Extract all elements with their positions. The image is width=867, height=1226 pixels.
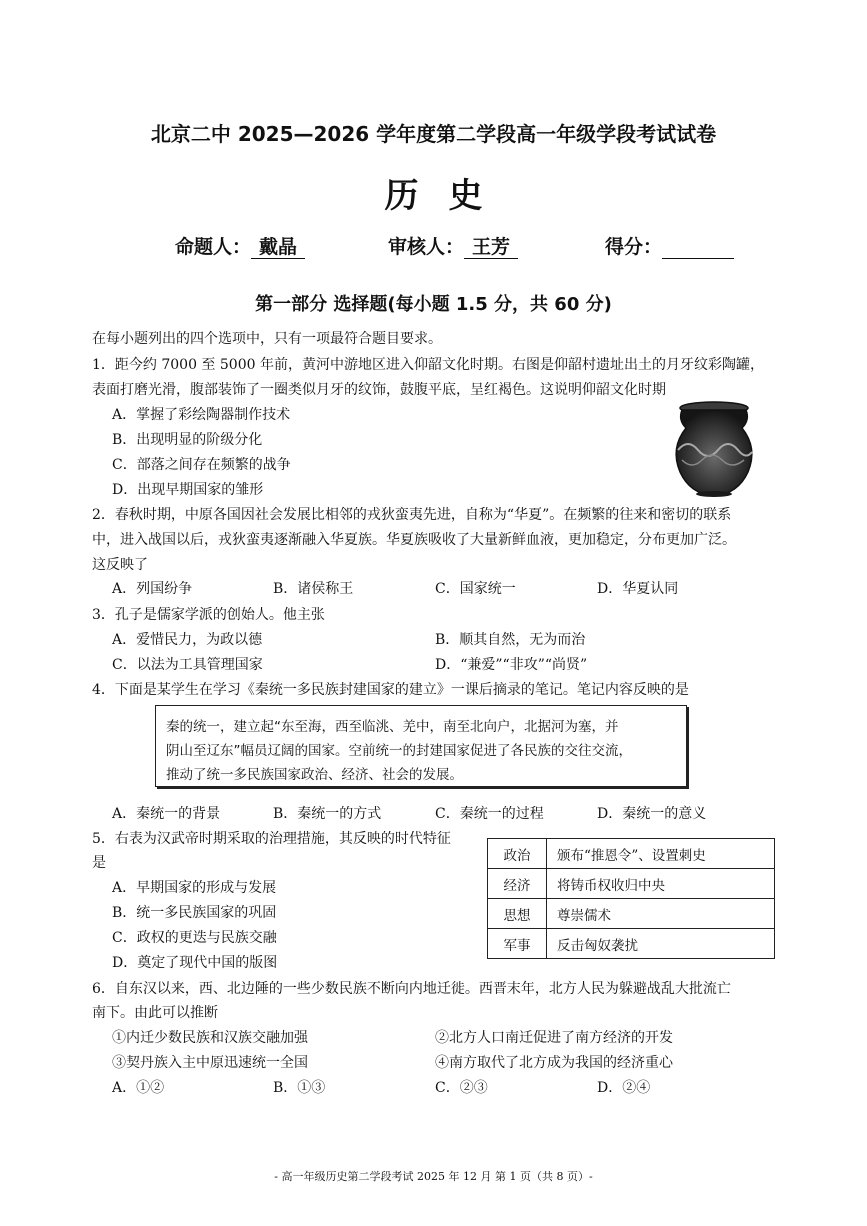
table-cell-category: 思想	[488, 899, 547, 929]
q6-statement-2: ②北方人口南迁促进了南方经济的开发	[435, 1030, 673, 1046]
q1-stem-line1: 1．距今约 7000 至 5000 年前，黄河中游地区进入仰韶文化时期。右图是仰韶村遗址出土的月牙纹彩陶罐，	[92, 357, 764, 373]
q6-option-a: A．①②	[112, 1080, 165, 1096]
table-cell-measure: 尊崇儒术	[547, 899, 775, 929]
reviewer	[388, 232, 518, 259]
q5-policy-table	[487, 838, 775, 959]
section-title: 第一部分 选择题(每小题 1.5 分，共 60 分)	[255, 294, 612, 315]
setter-name: 戴晶	[251, 236, 305, 259]
q5-option-b: B．统一多民族国家的巩固	[112, 905, 277, 921]
reviewer-name: 王芳	[464, 236, 518, 259]
reviewer-label: 审核人：	[388, 236, 465, 258]
q4-stem: 4．下面是某学生在学习《秦统一多民族封建国家的建立》一课后摘录的笔记。笔记内容反映的是	[92, 682, 689, 698]
q2-option-d: D．华夏认同	[597, 581, 679, 597]
page-footer: - 高一年级历史第二学段考试 2025 年 12 月 第 1 页（共 8 页）-	[274, 1170, 593, 1183]
q5-stem-line2: 是	[92, 855, 106, 871]
q6-stem-line1: 6．自东汉以来，西、北边陲的一些少数民族不断向内地迁徙。西晋末年，北方人民为躲避战乱大批流亡	[92, 981, 731, 997]
q4-note-line2: 阴山至辽东”幅员辽阔的国家。空前统一的封建国家促进了各民族的交往交流，	[166, 743, 632, 759]
q6-statement-1: ①内迁少数民族和汉族交融加强	[112, 1030, 308, 1046]
q3-option-d: D．“兼爱”“非攻”“尚贤”	[435, 657, 588, 673]
setter-label: 命题人：	[175, 236, 252, 258]
q2-stem-line2: 中，进入战国以后，戎狄蛮夷逐渐融入华夏族。华夏族吸收了大量新鲜血液，更加稳定，分布更加广泛。	[92, 532, 736, 548]
section-instruction: 在每小题列出的四个选项中，只有一项最符合题目要求。	[92, 331, 442, 347]
q6-statement-3: ③契丹族入主中原迅速统一全国	[112, 1055, 308, 1071]
q1-option-d: D．出现早期国家的雏形	[112, 482, 264, 498]
q2-option-c: C．国家统一	[435, 581, 516, 597]
score-blank	[662, 238, 734, 259]
q3-option-a: A．爱惜民力，为政以德	[112, 632, 263, 648]
q4-option-a: A．秦统一的背景	[112, 806, 221, 822]
subject-title: 历史	[384, 176, 513, 216]
q3-option-b: B．顺其自然，无为而治	[435, 632, 586, 648]
q1-stem-line2: 表面打磨光滑，腹部装饰了一圈类似月牙的纹饰，鼓腹平底，呈红褐色。这说明仰韶文化时期	[92, 382, 666, 398]
score-label: 得分：	[605, 236, 663, 258]
q2-option-b: B．诸侯称王	[273, 581, 354, 597]
table-row	[488, 899, 775, 929]
q5-option-a: A．早期国家的形成与发展	[112, 880, 277, 896]
q4-note-line1: 秦的统一，建立起“东至海，西至临洮、羌中，南至北向户，北据河为塞，并	[166, 719, 619, 735]
q1-option-c: C．部落之间存在频繁的战争	[112, 457, 291, 473]
q2-stem-line3: 这反映了	[92, 557, 148, 573]
table-row	[488, 929, 775, 959]
q6-option-d: D．②④	[597, 1080, 651, 1096]
q4-option-b: B．秦统一的方式	[273, 806, 382, 822]
q6-option-c: C．②③	[435, 1080, 488, 1096]
q5-option-c: C．政权的更迭与民族交融	[112, 930, 277, 946]
table-cell-measure: 反击匈奴袭扰	[547, 929, 775, 959]
q4-note-line3: 推动了统一多民族国家政治、经济、社会的发展。	[166, 767, 463, 783]
q2-option-a: A．列国纷争	[112, 581, 193, 597]
pottery-jar-image	[668, 400, 760, 500]
q1-option-a: A．掌握了彩绘陶器制作技术	[112, 407, 291, 423]
q4-note-box	[155, 705, 687, 787]
table-cell-measure: 颁布“推恩令”、设置刺史	[547, 839, 775, 869]
q2-stem-line1: 2．春秋时期，中原各国因社会发展比相邻的戎狄蛮夷先进，自称为“华夏”。在频繁的往来和密切的联系	[92, 507, 732, 523]
table-cell-category: 经济	[488, 869, 547, 899]
table-cell-measure: 将铸币权收归中央	[547, 869, 775, 899]
q5-option-d: D．奠定了现代中国的版图	[112, 955, 278, 971]
q3-option-c: C．以法为工具管理国家	[112, 657, 263, 673]
table-row	[488, 839, 775, 869]
q4-option-d: D．秦统一的意义	[597, 806, 707, 822]
table-cell-category: 政治	[488, 839, 547, 869]
q6-option-b: B．①③	[273, 1080, 326, 1096]
q4-option-c: C．秦统一的过程	[435, 806, 544, 822]
q6-stem-line2: 南下。由此可以推断	[92, 1005, 218, 1021]
table-cell-category: 军事	[488, 929, 547, 959]
setter	[175, 232, 305, 259]
q6-statement-4: ④南方取代了北方成为我国的经济重心	[435, 1055, 673, 1071]
q5-stem-line1: 5．右表为汉武帝时期采取的治理措施，其反映的时代特征	[92, 831, 451, 847]
exam-title: 北京二中 2025—2026 学年度第二学段高一年级学段考试试卷	[150, 122, 717, 146]
q1-option-b: B．出现明显的阶级分化	[112, 432, 263, 448]
score	[605, 232, 734, 259]
q3-stem: 3．孔子是儒家学派的创始人。他主张	[92, 607, 325, 623]
table-row	[488, 869, 775, 899]
